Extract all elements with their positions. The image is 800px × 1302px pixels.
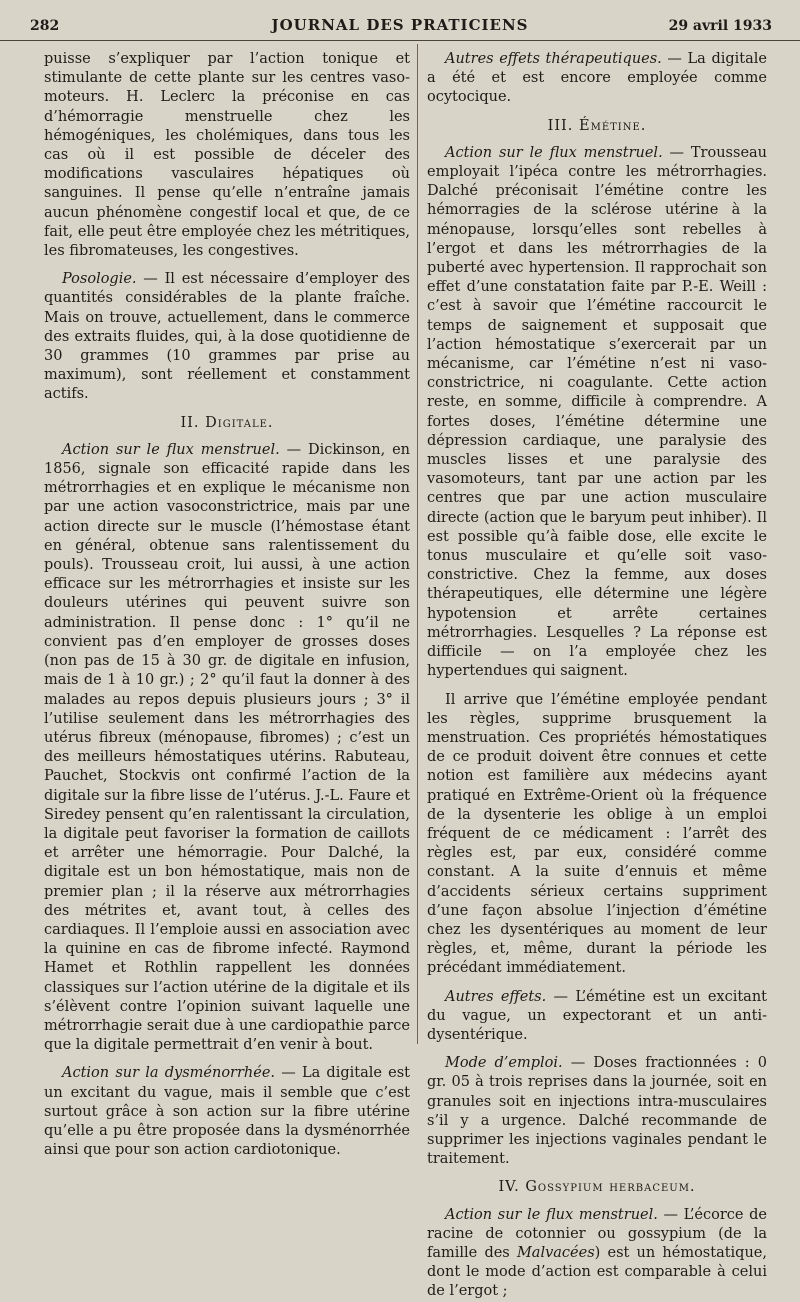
dysmenorrhee-text: — La digitale est un excitant du vague, mais il semble que c’est surtout grâce à son action sur la fibre utérine qu’elle a pu être proposée dans la dysménorrhée ainsi que pour son action cardiotonique. bbox=[44, 1065, 411, 1159]
emetine-autres-text: — L’émétine est un excitant du vague, un expectorant et un anti-dysentérique. bbox=[427, 988, 767, 1043]
posologie-text: — Il est nécessaire d’employer des quantités considérables de la plante fraîche. Mais on trouve, actuellement, dans le commerce des extraits fluides, qui, à la dose quotidienne de 30 grammes (10 grammes par prise au maximum), sont réellement et constamment actifs. bbox=[44, 271, 410, 403]
posologie-heading: Posologie. bbox=[62, 271, 137, 288]
action-text: — Dickinson, en 1856, signale son efficacité rapide dans les métrorrhagies et en explique le mécanisme non par une action vasoconstrictrice, mais par une action directe sur le muscle (l’hémostase étant en général, obtenue sans ralentissement du pouls). Trousseau croit, lui aussi, à une action efficace sur les métrorrhagies et insiste sur les douleurs utérines qui peuvent suivre son administration. Il pense donc : 1° qu’il ne convient pas d’en employer de grosses doses (non pas de 15 à 30 gr. de digitale en infusion, mais de 1 à 10 gr.) ; 2° qu’il faut la donner à des malades au repos depuis plusieurs jours ; 3° il l’utilise seulement dans les métrorrhagies des utérus fibreux (ménopause, fibromes) ; c’est un des meilleurs hémostatiques utérins. Rabuteau, Pauchet, Stockvis ont confirmé l’action de la digitale sur la fibre lisse de l’utérus. J.-L. Faure et Siredey pensent qu’en ralentissant la circulation, la digitale peut favoriser la formation de caillots et arrêter une hémorragie. Pour Dalché, la digitale est un bon hémostatique, mais non de premier plan ; il la réserve aux métrorrhagies des métrites et, avant tout, à celles des cardiaques. Il l’emploie aussi en association avec la quinine en cas de fibrome infecté. Raymond Hamet et Rothlin rappellent les données classiques sur l’action utérine de la digitale et ils s’élèvent contre l’opinion suivant laquelle une métrorrhagie serait due à une cardiopathie parce que la digitale permettrait d’en venir à bout. bbox=[44, 441, 411, 1054]
right-column bbox=[427, 50, 768, 1300]
emetine-autres-heading: Autres effets. bbox=[445, 988, 547, 1005]
paragraph-autres-effets-therapeutiques bbox=[427, 50, 767, 108]
section-heading-emetine: III. Émétine. bbox=[547, 117, 647, 134]
paragraph-posologie bbox=[44, 270, 410, 404]
emetine-action-text: — Trousseau employait l’ipéca contre les métrorrhagies. Dalché préconisait l’émétine contre les hémorragies de la sclérose utérine à la ménopause, lorsqu’elles sont rebelles à l’ergot et dans les métrorrhagies de la puberté avec hypertension. Il rapprochait son effet d’une constatation faite par P.-E. Weill : c’est à savoir que l’émétine raccourcit le temps de saignement et supposait que l’action hémostatique s’exercerait par un mécanisme, car l’émétine n’est ni vaso-constrictrice, ni coagulante. Cette action reste, en somme, difficile à comprendre. A fortes doses, l’émétine détermine une dépression cardiaque, une paralysie des muscles lisses et une paralysie des vasomoteurs, tant par une action par les centres que par une action musculaire directe (action que le baryum peut inhiber). Il est possible qu’à faible dose, elle excite le tonus musculaire et qu’elle soit vaso-constrictive. Chez la femme, aux doses thérapeutiques, elle détermine une légère hypotension et arrête certaines métrorrhagies. Lesquelles ? La réponse est difficile — on l’a employée chez les hypertendues qui saignent. bbox=[427, 144, 768, 680]
paragraph-emetine-action bbox=[427, 144, 767, 682]
paragraph-gossypium-action bbox=[427, 1206, 767, 1302]
paragraph-emetine-autres-effets bbox=[427, 988, 767, 1046]
autres-effets-heading: Autres effets thérapeutiques. bbox=[445, 51, 662, 67]
paragraph-digitale-action bbox=[44, 441, 410, 1056]
paragraph-emetine-regles: Il arrive que l’émétine employée pendant les règles, supprime brusquement la menstruation. Ces propriétés hémostatiques de ce produit doivent être connues et cette notion est familière aux médecins ayant pratiqué en Extrême-Orient où la fréquence de la dysenterie les oblige à un emploi fréquent de ce médicament : l’arrêt des règles est, par eux, considéré comme constant. A la suite d’ennuis et même d’accidents sérieux certains suppriment d’une façon absolue l’injection d’émétine chez les dysentériques au moment de leur règles, et, même, durant la période les précédant immédiatement. bbox=[427, 691, 767, 977]
gossypium-action-heading: Action sur le flux menstruel. bbox=[445, 1206, 658, 1223]
gossypium-text-b: ) est un hémostatique, dont le mode d’action est comparable à celui de l’ergot ; bbox=[427, 1244, 767, 1300]
emetine-action-heading: Action sur le flux menstruel. bbox=[445, 144, 663, 161]
section-heading-gossypium: IV. Gossypium herbaceum. bbox=[498, 1179, 696, 1196]
mode-emploi-heading: Mode d’emploi. bbox=[445, 1055, 563, 1072]
dysmenorrhee-heading: Action sur la dysménorrhée. bbox=[62, 1065, 276, 1082]
paragraph-mode-emploi bbox=[427, 1054, 767, 1169]
issue-date: 29 avril 1933 bbox=[668, 18, 772, 34]
gossypium-family: Malvacées bbox=[516, 1244, 595, 1261]
left-column bbox=[44, 50, 411, 1159]
paragraph-dysmenorrhee bbox=[44, 1064, 410, 1160]
page-header bbox=[0, 0, 800, 41]
action-heading: Action sur le flux menstruel. bbox=[62, 441, 280, 458]
paragraph-leclerc: puisse s’expliquer par l’action tonique et stimulante de cette plante sur les centres vaso-moteurs. H. Leclerc la préconise en cas d’hémorragie menstruelle chez les hémogéniques, les cholémiques, dans tous les cas où il est possible de déceler des modifications vasculaires hépatiques où sanguines. Il pense qu’elle n’entraîne jamais aucun phénomène congestif local et que, de ce fait, elle peut être employée chez les métritiques, les fibromateuses, les congestives. bbox=[44, 51, 410, 260]
autres-effets-text: — La digitale a été et est encore employée comme ocytocique. bbox=[427, 51, 767, 106]
gossypium-text-a: — L’écorce de racine de cotonnier ou gossypium (de la famille des bbox=[427, 1206, 767, 1261]
page-number: 282 bbox=[30, 18, 60, 34]
column-divider bbox=[417, 44, 418, 1044]
journal-title: JOURNAL DES PRATICIENS bbox=[271, 16, 529, 34]
mode-emploi-text: — Doses fractionnées : 0 gr. 05 à trois reprises dans la journée, soit en granules soit en injections intra-musculaires s’il y a urgence. Dalché recommande de supprimer les injections vaginales pendant le traitement. bbox=[427, 1055, 767, 1168]
section-heading-digitale: II. Digitale. bbox=[180, 414, 274, 431]
